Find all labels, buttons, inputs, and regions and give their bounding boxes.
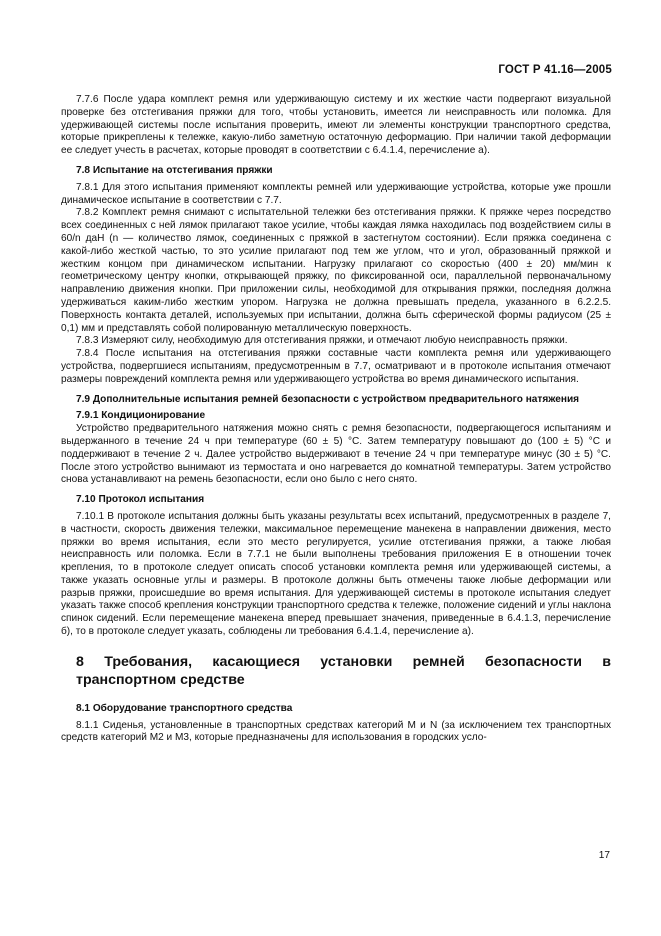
document-body — [61, 94, 611, 745]
page-number: 17 — [598, 850, 610, 861]
para-7-10-1: 7.10.1 В протоколе испытания должны быть указаны результаты всех испытаний, предусмотренных в разделе 7, в частности, скорость движения тележки, максимальное перемещение манекена в направлении движения, место пряжки во время испытания, если это место регулируется, усилие отстегивания пряжки, а также любая неисправность или поломка. Если в 7.7.1 не были выполнены требования приложения Е в отношении точек крепления, то в протоколе следует описать способ установки комплекта ремня или удерживающей системы, а также указать основные углы и размеры. В протоколе должны быть отмечены также любые деформации или разрыв пряжки, происшедшие во время испытания. Для удерживающей системы в протоколе испытания следует указать также способ крепления конструкции транспортного средства к тележке, положение сидений и углы наклона спинок сидений. Если перемещение манекена вперед превышает значения, приведенные в 6.4.1.3, перечисление б), то в протоколе следует указать, соблюдены ли требования 6.4.1.4, перечисление а). — [61, 510, 611, 638]
para-8-1-1: 8.1.1 Сиденья, установленные в транспортных средствах категорий М и N (за исключением тех транспортных средств категорий М2 и М3, которые предназначены для использования в городских усло- — [61, 719, 611, 744]
para-7-7-6: 7.7.6 После удара комплект ремня или удерживающую систему и их жесткие части подвергают визуальной проверке без отстегивания пряжки для того, чтобы установить, имеется ли неисправность или поломка. Для удерживающей системы после испытания проверить, имеют ли элементы конструкции транспортного средства, которые прикреплены к тележке, какую-либо заметную остаточную деформацию. При наличии такой деформации ее следует учесть в расчетах, которые проводят в соответствии с 6.4.1.4, перечисление а). — [61, 94, 611, 157]
para-7-8-4: 7.8.4 После испытания на отстегивания пряжки составные части комплекта ремня или удерживающего устройства, подвергшиеся испытаниям, предусмотренным в 7.7, осматривают и в протоколе испытания отмечают размеры повреждений комплекта ремня или удерживающего устройства во время динамического испытания. — [61, 348, 611, 385]
para-7-8-3: 7.8.3 Измеряют силу, необходимую для отстегивания пряжки, и отмечают любую неисправность пряжки. — [76, 335, 568, 347]
heading-7-9: 7.9 Дополнительные испытания ремней безопасности с устройством предварительного натяжения — [76, 393, 580, 405]
heading-7-10: 7.10 Протокол испытания — [76, 494, 205, 506]
heading-8-1: 8.1 Оборудование транспортного средства — [76, 702, 293, 714]
section-8-heading: 8 Требования, касающиеся установки ремней безопасности в транспортном средстве — [76, 653, 611, 688]
heading-7-9-1: 7.9.1 Кондиционирование — [76, 410, 206, 422]
heading-7-8: 7.8 Испытание на отстегивания пряжки — [76, 164, 273, 176]
para-7-8-2: 7.8.2 Комплект ремня снимают с испытательной тележки без отстегивания пряжки. К пряжке через посредство всех соединенных с ней лямок прилагают такое усилие, чтобы каждая лямка находилась под воздействием силы в 60/n даН (n — количество лямок, соединенных с пряжкой в застегнутом состоянии). Если пряжка соединена с какой-либо жесткой частью, то это усилие прилагают под тем же углом, что и угол, образованный пряжкой и жестким концом при динамическом испытании. Нагрузку прилагают со скоростью (400 ± 20) мм/мин к геометрическому центру кнопки, открывающей пряжку, по фиксированной оси, параллельной первоначальному направлению движения кнопки. При приложении силы, необходимой для открывания пряжки, последняя должна удерживаться каким-либо жестким упором. Нагрузка не должна превышать предела, указанного в 6.2.2.5. Поверхность контакта деталей, используемых при испытании, должна быть сферической формы радиусом (25 ± 0,1) мм и представлять собой полированную металлическую поверхность. — [61, 207, 611, 334]
para-7-9-1: Устройство предварительного натяжения можно снять с ремня безопасности, подвергающегося испытаниям и выдержанного в течение 24 ч при температуре (60 ± 5) °С. Затем температуру повышают до (100 ± 5) °С и поддерживают в течение 2 ч. Далее устройство выдерживают в течение 24 ч при температуре минус (30 ± 5) °С. После этого устройство вынимают из термостата и оно нагревается до комнатной температуры. Затем устройство снова устанавливают на ремень безопасности, если оно было с него снято. — [61, 423, 611, 486]
standard-code: ГОСТ Р 41.16—2005 — [498, 64, 612, 76]
para-7-8-1: 7.8.1 Для этого испытания применяют комплекты ремней или удерживающие устройства, которые уже прошли динамическое испытание в соответствии с 7.7. — [61, 181, 611, 206]
